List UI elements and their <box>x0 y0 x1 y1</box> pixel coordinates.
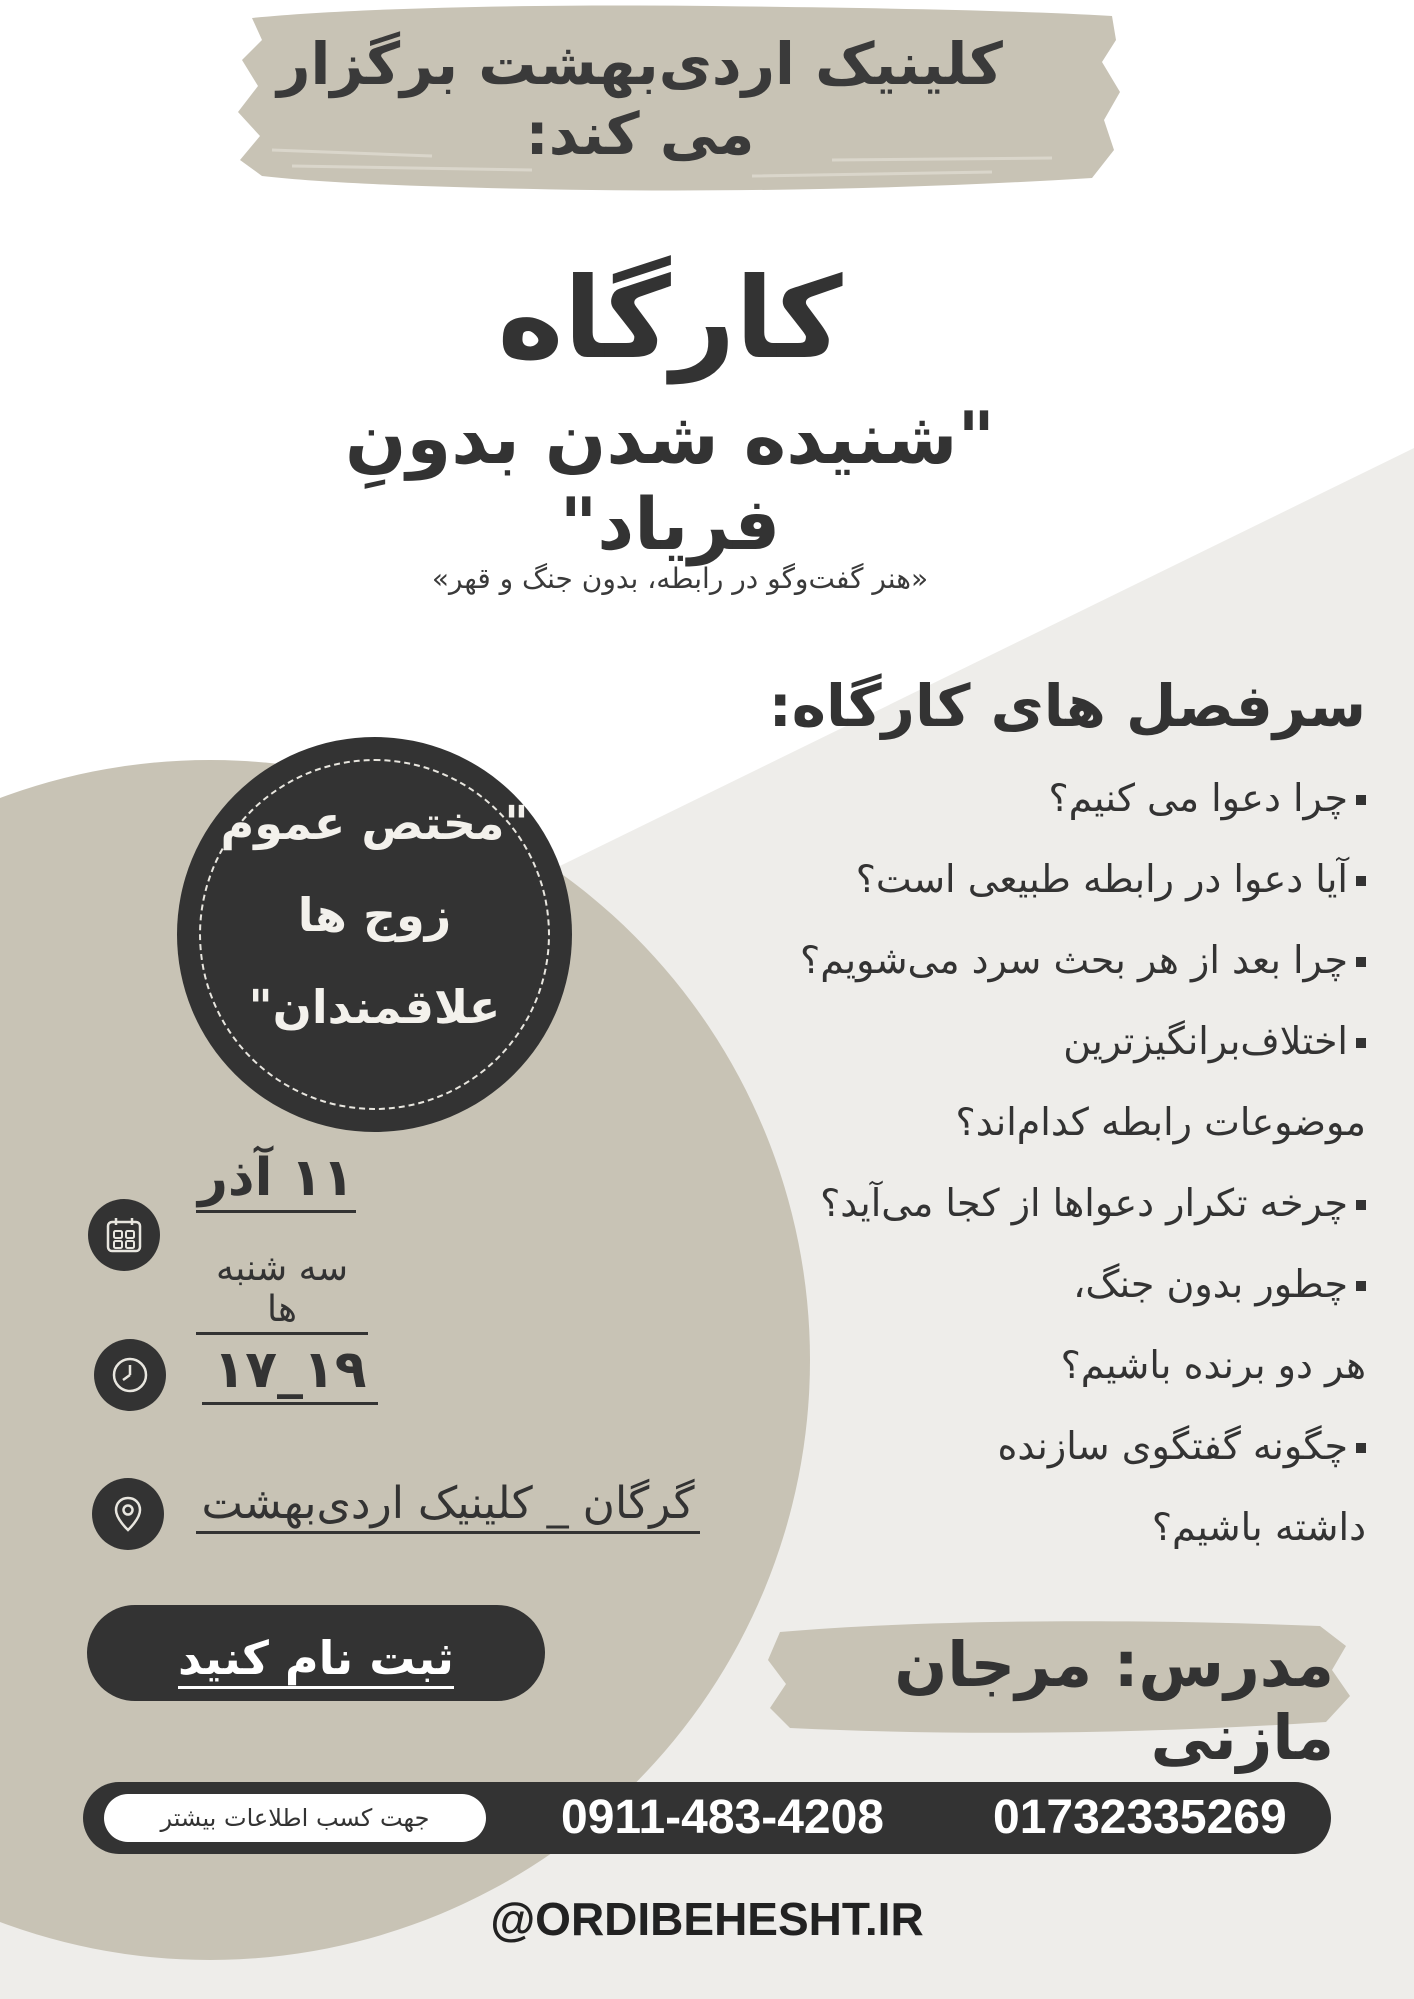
bullet-square-icon <box>1356 1038 1366 1048</box>
bullet-square-icon <box>1356 1200 1366 1210</box>
contact-bar <box>83 1782 1331 1854</box>
workshop-title: "شنیده شدن بدونِ فریاد" <box>344 396 995 567</box>
topic-item: آیا دعوا در رابطه طبیعی است؟ <box>726 839 1366 920</box>
topic-item: چرا بعد از هر بحث سرد می‌شویم؟ <box>726 920 1366 1001</box>
topic-item: چگونه گفتگوی سازنده <box>726 1406 1366 1487</box>
audience-line: علاقمندان" <box>248 980 501 1034</box>
organizer-header: کلینیک اردی‌بهشت برگزار می کند: <box>277 30 1003 168</box>
topic-item-continuation: موضوعات رابطه کدام‌اند؟ <box>955 1099 1366 1144</box>
mobile-phone-number[interactable]: 0911-483-4208 <box>561 1791 884 1844</box>
topics-heading: سرفصل های کارگاه: <box>768 672 1366 740</box>
topic-item: چرا دعوا می کنیم؟ <box>726 758 1366 839</box>
clock-icon <box>94 1339 166 1411</box>
topic-item: اختلاف‌برانگیزترین <box>726 1001 1366 1082</box>
topics-section <box>726 672 1366 1568</box>
landline-phone-number[interactable]: 01732335269 <box>993 1791 1287 1844</box>
location-pin-icon <box>92 1478 164 1550</box>
workshop-label: کارگاه <box>497 254 843 384</box>
bullet-square-icon <box>1356 876 1366 886</box>
workshop-time: ۱۷_۱۹ <box>202 1340 378 1405</box>
bullet-square-icon <box>1356 1443 1366 1453</box>
topic-item-continuation: هر دو برنده باشیم؟ <box>1060 1342 1366 1387</box>
website-handle[interactable]: @ORDIBEHESHT.IR <box>490 1893 924 1945</box>
audience-badge <box>177 737 572 1132</box>
bullet-square-icon <box>1356 1281 1366 1291</box>
audience-line: "مختص عموم <box>220 796 529 850</box>
audience-text <box>177 777 572 1053</box>
contact-note: جهت کسب اطلاعات بیشتر <box>104 1794 486 1842</box>
workshop-date: ۱۱ آذر <box>196 1148 356 1213</box>
topic-item: چرخه تکرار دعواها از کجا می‌آید؟ <box>726 1163 1366 1244</box>
workshop-weekday: سه شنبه ها <box>196 1248 368 1335</box>
calendar-icon <box>88 1199 160 1271</box>
topic-item: چطور بدون جنگ، <box>726 1244 1366 1325</box>
workshop-tagline: «هنر گفت‌وگو در رابطه، بدون جنگ و قهر» <box>431 562 929 595</box>
bullet-square-icon <box>1356 795 1366 805</box>
audience-line: زوج ها <box>297 888 452 942</box>
bullet-square-icon <box>1356 957 1366 967</box>
topic-item-continuation: داشته باشیم؟ <box>1151 1504 1366 1549</box>
register-button-label: ثبت نام کنید <box>178 1631 454 1689</box>
register-button[interactable] <box>87 1605 545 1701</box>
instructor-name: مدرس: مرجان مازنی <box>894 1628 1334 1774</box>
workshop-location: گرگان _ کلینیک اردی‌بهشت <box>196 1478 700 1534</box>
